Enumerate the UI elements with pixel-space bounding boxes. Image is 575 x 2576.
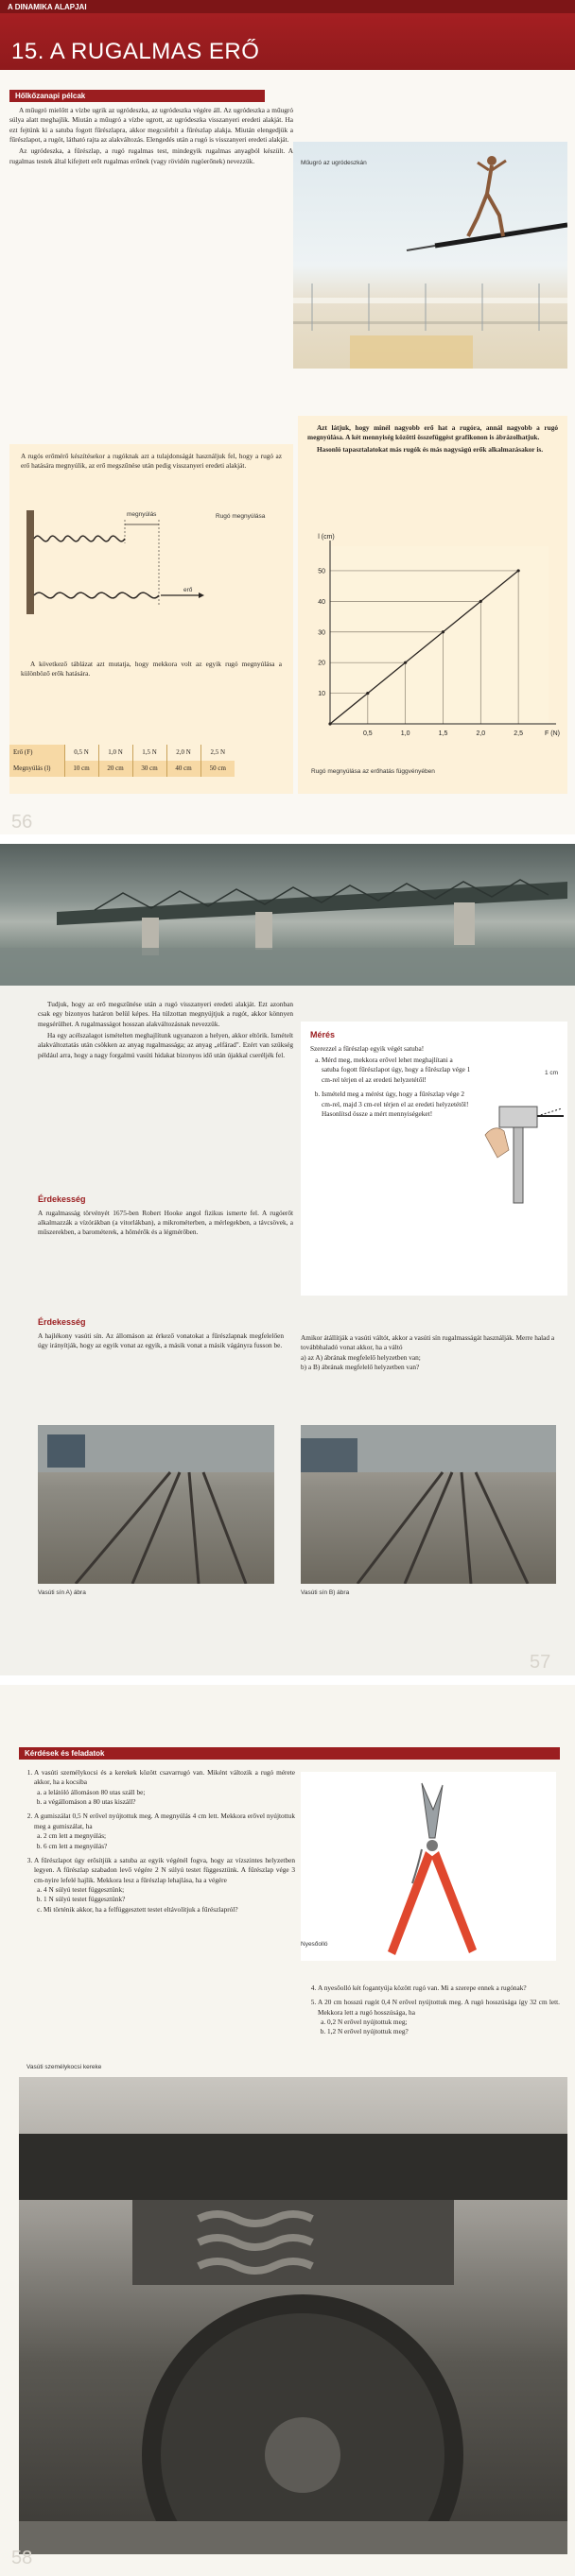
wagon-wheel-illustration (19, 2077, 567, 2554)
questions-left (21, 1768, 295, 1919)
question-sub: a. a lelátóló állomáson 80 utas száll be; (44, 1788, 295, 1797)
x-tick-label: 0,5 (362, 730, 373, 737)
interest-box-1 (38, 1194, 293, 1238)
interest-text: A hajlékony vasúti sín. Az állomáson az érkező vonatokat a fűrészlapnak megfelelően úgy irányítják, hogy az egyik vonat az egyik, a másik vonat a másik vágányra fusson be. (38, 1331, 284, 1350)
page-number: 57 (530, 1652, 551, 1673)
question-sub: b. 1 N súlyú testet függesztünk? (44, 1895, 295, 1904)
table-cell: 10 cm (64, 761, 98, 777)
body-paragraph: Tudjuk, hogy az erő megszűnése után a rugó visszanyeri eredeti alakját. Ezt azonban csak egy bizonyos határon belül képes. Ha túlzottan megnyújtjuk a rugót, akkor könnyen megsérülhet. A rugalmasságot hosszan alakváltozásnak nevezzük. (38, 1000, 293, 1028)
elongation-label: megnyúlás (127, 511, 157, 518)
switch-question: Amikor átállítják a vasúti váltót, akkor a vasúti sín rugalmasságát használják. Merre halad a továbbhaladó vonat akkor, ha a váltó a) az A) ábrának megfelelő helyzetben van; b) a B) ábrának megfelelő helyzetben van? (301, 1333, 555, 1372)
chart-caption: Rugó megnyúlása az erőhatás függvényében (311, 768, 435, 775)
page-58 (0, 1685, 575, 2576)
wagon-caption: Vasúti személykocsi kereke (26, 2064, 102, 2070)
questions-right (305, 1984, 560, 2042)
rail-tracks-b (301, 1425, 556, 1584)
table-cell: 2,5 N (200, 745, 235, 761)
question-sub: a. 2 cm lett a megnyúlás; (44, 1831, 295, 1841)
table-cell: 50 cm (200, 761, 235, 777)
elongation-chart (298, 529, 567, 756)
interest-text: A rugalmasság törvényét 1675-ben Robert Hooke angol fizikus ismerte fel. A rugóerőt alkalmazzák a vízórákban (a vitorlákban), a mikrométerben, a mérlegekben, a távcsövek, a műszerekben, a barométerek, a hőmérők és a légmérőben. (38, 1208, 293, 1237)
table-cell: 1,5 N (132, 745, 166, 761)
question-subs (34, 1885, 295, 1915)
rail-photo-a (38, 1425, 274, 1584)
question-item (34, 1768, 295, 1807)
interest-box-2 (38, 1316, 284, 1350)
page-57 (0, 844, 575, 1685)
intro-paragraph: A műugró mielőtt a vízbe ugrik az ugródeszka, az ugródeszka végére áll. Az ugródeszka a műugró súlya alatt meghajlik. Miután a műugró a vízbe ugrott, az ugródeszka visszanyeri eredeti alakját. Ha ezt fejtünk ki a satuba fogott fűrészlapra, akkor megcsörbít a fűrészlap alakja. Miután elengedjük a fűrészlapot, a rugót, látható rajta az alakváltozás. Elengedés után a rugó is visszanyeri eredeti alakját. (9, 106, 293, 145)
table-cell: 40 cm (166, 761, 200, 777)
spring-label: Rugó megnyúlása (216, 513, 266, 520)
force-label: erő (183, 587, 193, 593)
wagon-wheel-photo (19, 2077, 567, 2554)
data-point (442, 630, 444, 633)
force-elongation-table (9, 745, 235, 777)
question-sub: b. 1,2 N erővel nyújtottuk meg? (327, 2027, 560, 2036)
page-number: 56 (11, 812, 33, 833)
question-text: A vasúti személykocsi és a kerekek között csavarrugó van. Miként változik a rugó mérete akkor, ha a kocsiba (34, 1768, 295, 1787)
rail-photo-b (301, 1425, 556, 1584)
intro-text (9, 106, 293, 168)
question-sub: b. a végállomáson a 80 utas kiszáll? (44, 1797, 295, 1807)
measurement-list (301, 1054, 480, 1119)
table-cell: 0,5 N (64, 745, 98, 761)
graph-box-paragraph: Hasonló tapasztalatokat más rugók és más nagyságú erők alkalmazásakor is. (317, 444, 544, 454)
x-tick-label: 2,5 (514, 730, 524, 737)
body-text (38, 1000, 293, 1062)
intro-paragraph: Az ugródeszka, a fűrészlap, a rugó rugalmas test, mindegyik rugalmas anyagból készült. A rugalmas testek által kifejtett erőt rugalmas erőnek (vagy rövidén rugóerőnek) nevezzük. (9, 146, 293, 165)
body-paragraph: Ha egy acélszalagot ismételten meghajlítunk ugyanazon a helyen, akkor eltörik. Ismételt alakváltoztatás után csökken az anyag rugalmassága; az anyag „elfárad". Ezért van szükség például arra, hogy a nagy forgalmú vasúti hidakat bizonyos idő után újakkal cseréljék fel. (38, 1031, 293, 1059)
diver-illustration (293, 142, 567, 369)
question-item (318, 1984, 560, 1993)
x-tick-label: 1,5 (438, 730, 448, 737)
saw-vise-illustration (480, 1069, 566, 1220)
measurement-heading: Mérés (310, 1030, 336, 1039)
question-item (34, 1812, 295, 1850)
question-item (318, 1998, 560, 2036)
page-title: 15. A RUGALMAS ERŐ (0, 13, 575, 70)
data-point (328, 722, 331, 725)
question-text: A gumiszálat 0,5 N erővel nyújtottuk meg. A megnyúlás 4 cm lett. Mekkora erővel nyújtottuk meg a gumiszálat, ha (34, 1812, 295, 1830)
question-item (34, 1856, 295, 1915)
rail-tracks-a (38, 1425, 274, 1584)
data-point (366, 692, 369, 695)
spring-box (9, 444, 293, 794)
table-cell: 30 cm (132, 761, 166, 777)
data-point (479, 600, 482, 603)
spring-box-text: A rugós erőmérő készítésekor a rugóknak azt a tulajdonságát használjuk fel, hogy a rugó az erő hatására megnyúlik, az erő megszűnése után pedig visszanyeri eredeti alakját. (21, 452, 282, 471)
question-subs (34, 1831, 295, 1851)
shears-illustration (301, 1772, 556, 1961)
page-number: 58 (11, 2548, 33, 2568)
y-tick-label: 30 (318, 629, 325, 637)
graph-box (298, 416, 567, 794)
data-point (517, 569, 520, 572)
table-cell: 2,0 N (166, 745, 200, 761)
question-sub: b. 6 cm lett a megnyúlás? (44, 1842, 295, 1851)
question-subs (318, 2018, 560, 2037)
y-tick-label: 20 (318, 660, 325, 667)
diver-photo (293, 142, 567, 369)
table-intro: A következő táblázat azt mutatja, hogy mekkora volt az egyik rugó megnyúlása a különböző erők hatására. (21, 660, 282, 678)
bridge-photo (0, 844, 575, 986)
question-text: A 20 cm hosszú rugót 0,4 N erővel nyújtottuk meg. A rugó hosszúsága így 32 cm lett. Mekkora lett a rugó hosszúsága, ha (318, 1998, 560, 2017)
shears-caption: Nyesőolló (301, 1941, 328, 1948)
bridge-illustration (0, 844, 575, 986)
measurement-item: a. Mérd meg, mekkora erővel lehet meghajlítani a satuba fogott fűrészlapot úgy, hogy a fűrészlap vége 1 cm-rel térjen el az eredeti helyzetétől! (322, 1056, 471, 1085)
table-row-label: Erő (F) (9, 745, 64, 761)
chapter-header: A DINAMIKA ALAPJAI (0, 0, 575, 13)
interest-heading: Érdekesség (38, 1317, 86, 1327)
question-subs (34, 1788, 295, 1808)
table-cell: 1,0 N (98, 745, 132, 761)
measurement-label: 1 cm (545, 1070, 559, 1076)
question-text: A nyesőolló két fogantyúja között rugó van. Mi a szerepe ennek a rugónak? (318, 1984, 527, 1992)
y-tick-label: 40 (318, 598, 325, 606)
table-row (9, 745, 235, 761)
question-sub: a. 0,2 N erővel nyújtottuk meg; (327, 2018, 560, 2027)
table-cell: 20 cm (98, 761, 132, 777)
y-axis-label: l (cm) (318, 534, 335, 541)
section-heading: Hőlkőzanapi pélcak (9, 90, 265, 102)
x-tick-label: 2,0 (476, 730, 486, 737)
y-tick-label: 10 (318, 691, 325, 698)
measurement-intro: Szerezzel a fűrészlap egyik végét satuba! (310, 1043, 425, 1053)
table-row-label: Megnyúlás (l) (9, 761, 64, 777)
question-sub: a. 4 N súlyú testet függesztünk; (44, 1885, 295, 1895)
shears-photo (301, 1772, 556, 1961)
x-axis-label: F (N) (545, 730, 560, 737)
interest-heading: Érdekesség (38, 1194, 86, 1204)
x-tick-label: 1,0 (400, 730, 410, 737)
section-heading: Kérdések és feladatok (19, 1747, 560, 1760)
spring-diagram (9, 501, 293, 643)
y-tick-label: 50 (318, 568, 325, 575)
measurement-box (301, 1022, 567, 1296)
table-row (9, 761, 235, 777)
graph-box-paragraph: Azt látjuk, hogy minél nagyobb erő hat a rugóra, annál nagyobb a rugó megnyúlása. A két mennyiség közötti összefüggést grafikonon is ábrázolhatjuk. (307, 423, 558, 442)
graph-box-text (298, 416, 567, 464)
rail-caption-b: Vasúti sín B) ábra (301, 1589, 350, 1596)
diver-caption: Műugró az ugródeszkán (301, 160, 367, 166)
page-56 (0, 0, 575, 844)
measurement-item: b. Ismételd meg a mérést úgy, hogy a fűrészlap vége 2 cm-rel, majd 3 cm-rel térjen el az eredeti helyzetétől! Hasonlítsd össze a mért mennyiségeket! (322, 1090, 471, 1119)
rail-caption-a: Vasúti sín A) ábra (38, 1589, 86, 1596)
question-text: A fűrészlapot úgy erősítjük a satuba az egyik végénél fogva, hogy az vízszintes helyzetben legyen. A fűrészlap szabadon levő végére 2 N súlyú testet függesztünk. A fűrészlap vége 3 cm-nyire lefelé hajlik. Mekkora lesz a fűrészlap lehajlása, ha a végére (34, 1855, 295, 1884)
data-point (404, 661, 407, 664)
question-sub: c. Mi történik akkor, ha a felfüggesztett testet eltávolítjuk a fűrészlapról? (44, 1905, 295, 1915)
